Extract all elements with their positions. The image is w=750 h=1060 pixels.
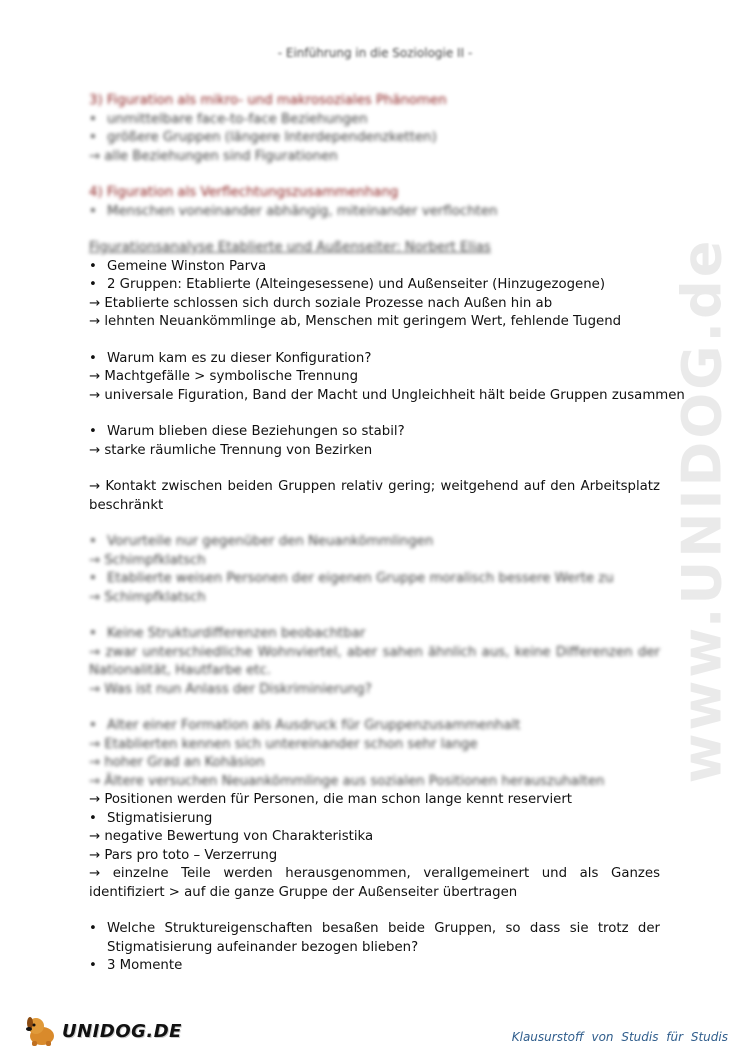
list-item: • 3 Momente (89, 957, 660, 976)
list-item: • Gemeine Winston Parva (89, 258, 660, 277)
arrow-paragraph: → zwar unterschiedliche Wohnviertel, aber sahen ähnlich aus, keine Differenzen der Nationalität, Hautfarbe etc. (89, 644, 660, 678)
list-item: • Menschen voneinander abhängig, miteinander verflochten (89, 203, 660, 222)
list-item: • größere Gruppen (längere Interdependenzketten) (89, 129, 660, 148)
arrow-line: → Schimpfklatsch (89, 552, 206, 568)
arrow-line: → starke räumliche Trennung von Bezirken (89, 442, 373, 458)
watermark-text: www.UNIDOG.de (670, 237, 734, 783)
arrow-line: → Etablierten kennen sich untereinander schon sehr lange (89, 736, 478, 752)
arrow-line: → negative Bewertung von Charakteristika (89, 829, 374, 844)
arrow-line: → Pars pro toto – Verzerrung (89, 847, 278, 863)
section-heading: Figurationsanalyse Etablierte und Außenseiter: Norbert Elias (89, 240, 491, 255)
logo-text: UNIDOG.DE (62, 1020, 182, 1042)
list-item: • Alter einer Formation als Ausdruck für Gruppenzusammenhalt (89, 717, 660, 736)
arrow-line: → Positionen werden für Personen, die man schon lange kennt reserviert (89, 792, 573, 807)
arrow-paragraph: → Kontakt zwischen beiden Gruppen relativ gering; weitgehend auf den Arbeitsplatz beschränkt (89, 479, 660, 513)
page-header: - Einführung in die Soziologie II - (277, 46, 473, 60)
list-item: • Stigmatisierung (89, 810, 660, 829)
arrow-line: → hoher Grad an Kohäsion (89, 755, 265, 770)
unidog-logo[interactable] (24, 1014, 182, 1048)
footer-tagline: Klausurstoff von Studis für Studis (511, 1030, 728, 1044)
dog-icon (24, 1014, 60, 1048)
arrow-line: → Ältere versuchen Neuankömmlinge aus sozialen Positionen herauszuhalten (89, 773, 605, 789)
list-item: • Keine Strukturdifferenzen beobachtbar (89, 625, 660, 644)
list-item: • 2 Gruppen: Etablierte (Alteingesessene) und Außenseiter (Hinzugezogene) (89, 276, 660, 295)
section-heading: 4) Figuration als Verflechtungszusammenhang (89, 185, 399, 200)
watermark (662, 237, 742, 783)
arrow-paragraph: → einzelne Teile werden herausgenommen, verallgemeinert und als Ganzes identifiziert > auf die ganze Gruppe der Außenseiter übertragen (89, 866, 660, 900)
list-item: • unmittelbare face-to-face Beziehungen (89, 111, 660, 130)
list-item: • Welche Struktureigenschaften besaßen beide Gruppen, so dass sie trotz der Stigmatisierung aufeinander bezogen blieben? (89, 920, 660, 957)
section-heading: 3) Figuration als mikro- und makrosoziales Phänomen (89, 93, 447, 108)
arrow-line: → Was ist nun Anlass der Diskriminierung? (89, 681, 372, 697)
arrow-line: → alle Beziehungen sind Figurationen (89, 148, 338, 164)
list-item: • Vorurteile nur gegenüber den Neuankömmlingen (89, 533, 660, 552)
document-body (89, 92, 685, 976)
list-item: • Warum kam es zu dieser Konfiguration? (89, 350, 660, 369)
arrow-line: → Schimpfklatsch (89, 589, 206, 605)
arrow-line: → universale Figuration, Band der Macht und Ungleichheit hält beide Gruppen zusammen (89, 387, 685, 403)
arrow-line: → lehnten Neuankömmlinge ab, Menschen mit geringem Wert, fehlende Tugend (89, 314, 622, 329)
arrow-line: → Etablierte schlossen sich durch soziale Prozesse nach Außen hin ab (89, 295, 553, 311)
list-item: • Etablierte weisen Personen der eigenen Gruppe moralisch bessere Werte zu (89, 570, 660, 589)
arrow-line: → Machtgefälle > symbolische Trennung (89, 369, 359, 384)
list-item: • Warum blieben diese Beziehungen so stabil? (89, 423, 660, 442)
